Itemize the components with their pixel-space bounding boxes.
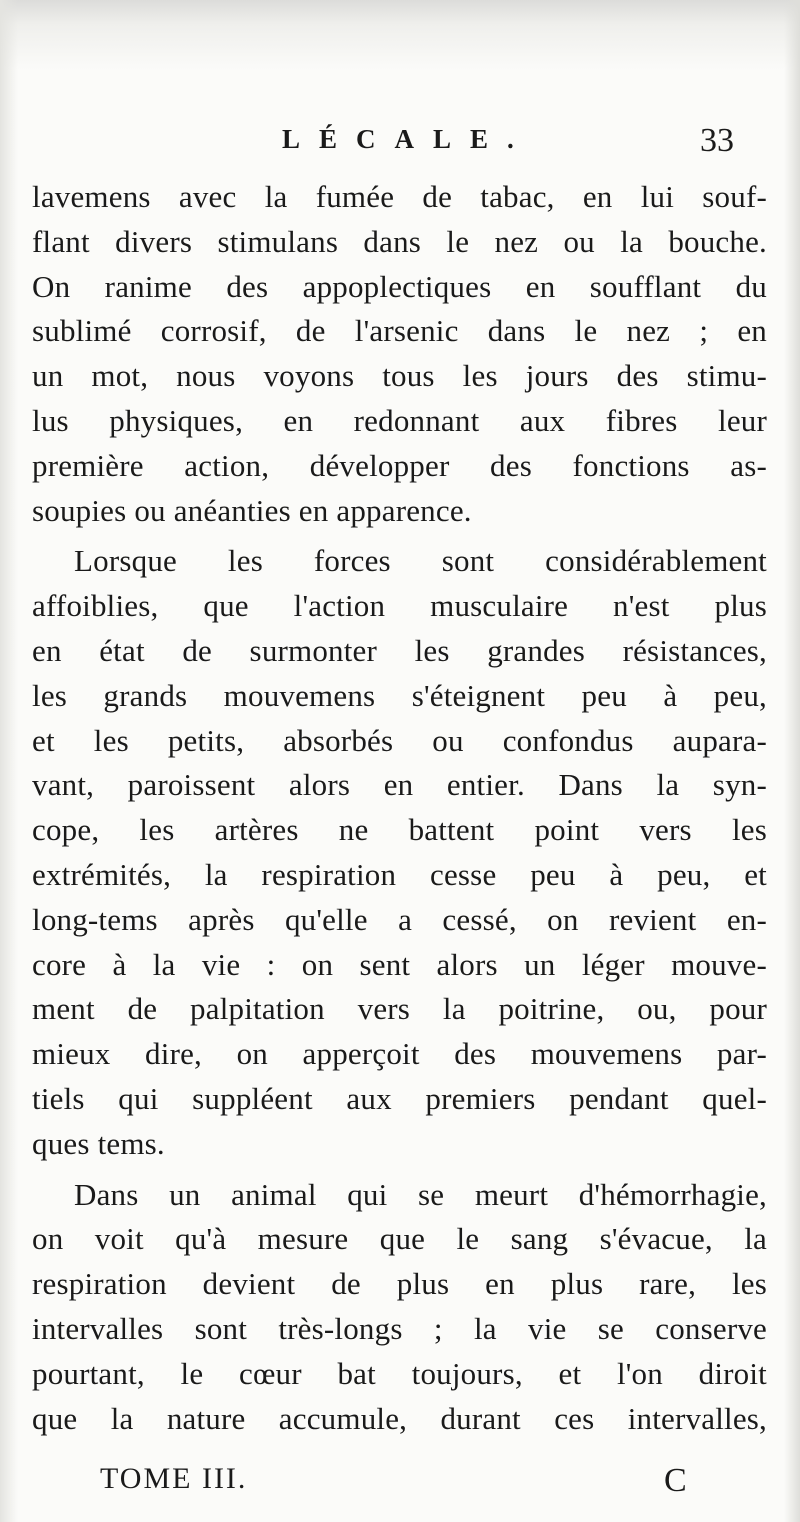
text-line: première action, développer des fonctions as- [32, 447, 767, 483]
text-line: long-tems après qu'elle a cessé, on revient en- [32, 901, 767, 937]
text-line: Dans un animal qui se meurt d'hémorrhagie, [74, 1176, 767, 1212]
text-line: ques tems. [32, 1125, 165, 1161]
text-line: flant divers stimulans dans le nez ou la bouche. [32, 223, 767, 259]
text-line: les grands mouvemens s'éteignent peu à peu, [32, 677, 767, 713]
text-line: on voit qu'à mesure que le sang s'évacue, la [32, 1221, 767, 1257]
text-line: lus physiques, en redonnant aux fibres leur [32, 402, 767, 438]
text-line: lavemens avec la fumée de tabac, en lui souf- [32, 179, 767, 214]
text-line: cope, les artères ne battent point vers les [32, 812, 767, 848]
text-line: que la nature accumule, durant ces intervalles, [32, 1400, 767, 1436]
scan-edge-right [784, 0, 800, 1522]
scan-edge-top [0, 0, 800, 70]
text-line: sublimé corrosif, de l'arsenic dans le nez ; en [32, 313, 767, 349]
text-line: en état de surmonter les grandes résistances, [32, 632, 767, 668]
body-text [32, 175, 767, 1441]
text-line: et les petits, absorbés ou confondus aupara- [32, 722, 767, 758]
text-line: extrémités, la respiration cesse peu à peu, et [32, 856, 767, 892]
paragraph-3 [32, 1173, 767, 1442]
text-line: ment de palpitation vers la poitrine, ou, pour [32, 991, 767, 1027]
paragraph-2 [32, 539, 767, 1166]
text-line: mieux dire, on apperçoit des mouvemens par- [32, 1036, 767, 1072]
running-head: LÉCALE. [282, 124, 533, 154]
volume-label: TOME III. [100, 1462, 248, 1495]
signature-mark: C [664, 1462, 687, 1499]
text-line: On ranime des appoplectiques en soufflant du [32, 268, 767, 304]
text-line: pourtant, le cœur bat toujours, et l'on diroit [32, 1355, 767, 1391]
text-line: respiration devient de plus en plus rare, les [32, 1266, 767, 1302]
text-line: vant, paroissent alors en entier. Dans la syn- [32, 767, 767, 803]
paragraph-1 [32, 175, 767, 533]
text-line: soupies ou anéanties en apparence. [32, 492, 472, 528]
scan-edge-left [0, 0, 18, 1522]
text-line: affoiblies, que l'action musculaire n'est plus [32, 588, 767, 624]
page-footer [0, 1462, 800, 1512]
text-line: tiels qui suppléent aux premiers pendant quel- [32, 1080, 767, 1116]
text-line: intervalles sont très-longs ; la vie se conserve [32, 1310, 767, 1346]
text-line: un mot, nous voyons tous les jours des stimu- [32, 358, 767, 394]
page-number: 33 [700, 122, 734, 159]
text-line: Lorsque les forces sont considérablement [74, 543, 767, 579]
text-line: core à la vie : on sent alors un léger mouve- [32, 946, 767, 982]
page-header [0, 122, 800, 166]
